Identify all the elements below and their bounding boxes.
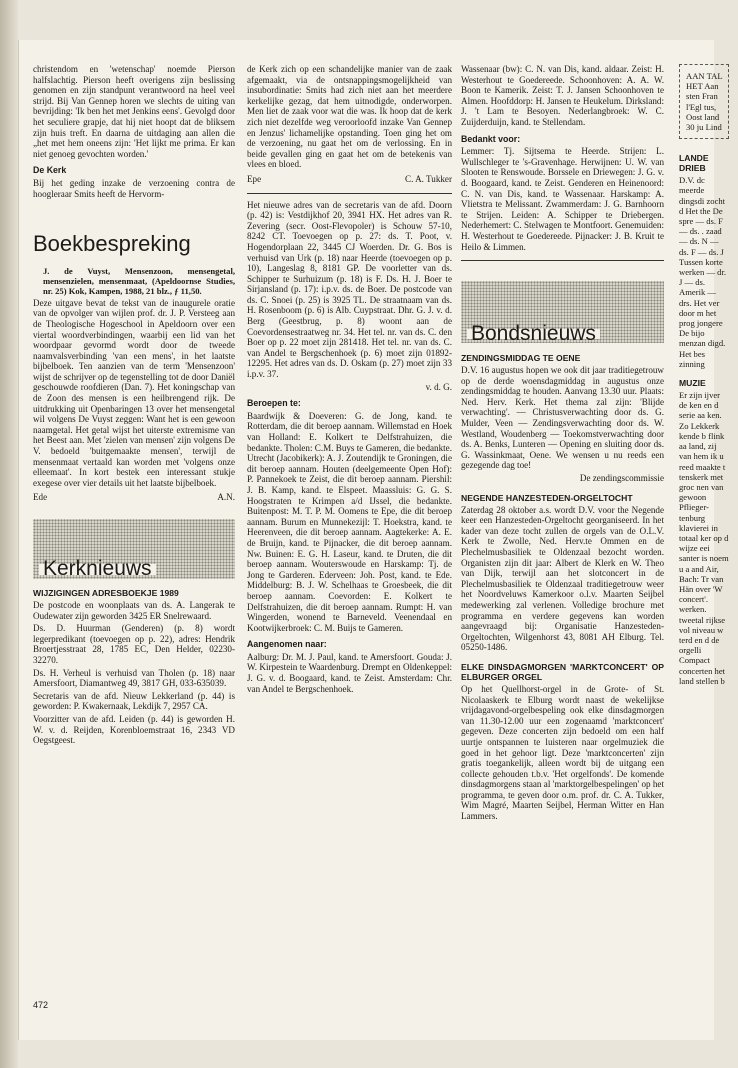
marktconcert-title: ELKE DINSDAGMORGEN 'MARKTCONCERT' OP ELBURGER ORGEL <box>461 661 664 682</box>
bedankt-title: Bedankt voor: <box>461 133 521 144</box>
article-signature <box>247 174 452 185</box>
bondsnieuws-banner <box>461 281 664 343</box>
kerknieuws-banner <box>33 519 235 579</box>
orgeltocht-text: Zaterdag 28 oktober a.s. wordt D.V. voor the Negende keer een Hanzesteden-Orgeltocht georganiseerd. In het kader van deze tocht zullen de orgels van de O.L.V. Kerk te Zwolle, Ned. Herv.te Ommen en de Plechelmusbasiliek te Oldenzaal bezocht worden. Organisten zijn dit jaar: Albert de Klerk en W. Theo van Dijk, terwijl aan het slotconcert in de Plechelmusbasiliek te Oldenzaal traditiegetrouw weer het Noordveluws Kamerkoor o.l.v. Maarten Seijbel medewerking zal verlenen. Volledige brochure met programma en verdere gegevens kan worden aangevraagd bij: Organisatie Hanzesteden-Orgeltochten, Wilgenhorst 43, 8081 AH Elburg. Tel. 05250-1486. <box>461 504 664 653</box>
column-3 <box>461 64 664 824</box>
divider <box>247 193 452 194</box>
muzie-title: MUZIE <box>679 378 706 389</box>
wijzigingen-item: Secretaris van de afd. Nieuw Lekkerland (p. 44) is geworden: P. Kwakernaak, Lekdijk 7, 2957 CA. <box>33 690 235 712</box>
column-2 <box>247 64 452 696</box>
review-sign-place: Ede <box>33 492 48 503</box>
lande-text: D.V. dc meerde dingsdi zocht d Het the De spre — ds. F — ds. . zaad — ds. N — ds. F — ds. J Tussen korte werken — dr. J — ds. Amerik — drs. Het ver door m het prog jongere De bijo menzan digd. Het bes zinning <box>679 175 727 369</box>
article-sign-place: Epe <box>247 173 262 184</box>
newspaper-page <box>18 40 729 1040</box>
wijzigingen-item: Ds. H. Verheul is verhuisd van Tholen (p. 18) naar Amersfoort, Diamantweg 49, 3817 GH, 033-635039. <box>33 667 235 689</box>
column-1 <box>33 64 235 748</box>
de-kerk-text: Bij het geding inzake de verzoening contra de hoogleraar Smits heeft de Hervorm- <box>33 177 235 199</box>
address-changes-text: Het nieuwe adres van de secretaris van de afd. Doorn (p. 42) is: Vestdijkhof 20, 3941 HX. Het adres van R. Zevering (secr. Oost-Flevopoler) is Schouw 57-10, 8242 CT. Toevoegen op p. 27: ds. T. Poot, v. Hogendorplaan 22, 3445 CJ Woerden. Dr. G. Bos is verhuisd van Urk (p. 18) naar Heerde (toevoegen op p. 10), Langeslag 8, 8181 GP. De voorletter van ds. Schipper te Surhuizum (p. 18) is F. Ds. H. J. Boer te Sirjansland (p. 17): i.p.v. ds. de Boer. De postcode van ds. C. Snoei (p. 25) is 3925 TL. De straatnaam van ds. H. Rosenboom (p. 6) is Alb. Cuypstraat. Dhr. G. J. v. d. Berg (Geestbrug, p. 8) woont aan de Coevordensestraatweg nr. 34. Het tel. nr. van ds. C. den Boer op p. 22 moet zijn 281418. Het tel. nr. van ds. C. van Andel te Bergschenhoek (p. 6) moet zijn 01892-12295. Het adres van ds. D. Oskam (p. 27) moet zijn 33 i.p.v. 37. <box>247 199 452 380</box>
muzie-text: Er zijn ijver de ken en d serie aa ken. Zo Lekkerk kende b flink aa land, zij van hem ik u reed maakte t tenskerk met groc nen van gewoon Pflieger- tenburg klavierei in totaal ker op d wijze eei santer is noem u a and Air, Bach: Tr van Hän over 'W concert'. werken. tweetal rijkse vol niveau w terd en d de orgelli Compact concerten het land stellen b <box>679 390 729 686</box>
zendingsmiddag-text: D.V. 16 augustus hopen we ook dit jaar traditiegetrouw op de derde woensdagmiddag in augustus onze zendingsmiddag te houden. Aanvang 13.30 uur. Plaats: Ned. Herv. Kerk. Het thema zal zijn: 'Blijde verwachting'. — Christusverwachting door ds. G. Mulder, Veen — Zendingsverwachting door ds. W. Westland, Woudenberg — Toekomstverwachting door ds. A. Benks, Lunteren — Opening en sluiting door ds. G. Wassinkmaat, Oene. We wensen u nu reeds een gezegende dag toe! <box>461 365 664 471</box>
wijzigingen-item: De postcode en woonplaats van ds. A. Langerak te Oudewater zijn geworden 3425 ER Snelrewaard. <box>33 600 235 621</box>
address-changes-sign: v. d. G. <box>425 381 452 392</box>
column-4-cropped <box>679 64 729 688</box>
boekbespreking-heading: Boekbespreking <box>33 231 191 257</box>
article-conclusion: de Kerk zich op een schandelijke manier van de zaak afgemaakt, via de ontsnappingsmogelijkheid van insubordinatie: Smits had zich niet aan het meerdere kerkelijke gezag, dat hem uitnodigde, onderworpen. Men liet de zaak voor wat die was. Ik hoop dat de kerk zich niet dezelfde weg veroorloofd inzake Van Gennep en Jenzus' lichamelijke opstanding. Toen ging het om de verzoening, nu gaat het om de verlossing. En in beide gevallen ging en gaat het om de betekenis van vlees en bloed. <box>247 64 452 170</box>
lande-title: LANDE DRIEB <box>679 153 709 174</box>
kerknieuws-banner-title: Kerknieuws <box>39 564 156 575</box>
divider <box>461 260 664 261</box>
bedankt-text: Lemmer: Tj. Sijtsema te Heerde. Strijen: L. Wullschleger te 's-Gravenhage. Herwijnen: U. W. van Slooten te Renswoude. Borssele en Driewegen: J. G. v. d. Boogaard, kand. te Zeist. Genderen en Heinenoord: C. N. van Dis, kand. te Wassenaar. Harskamp: A. Vlietstra te Melissant. Zwammerdam: J. G. Barnhoorn te Strijen. Leiden: A. Schipper te Driebergen. Nederhemert: C. Stelwagen te Montfoort. Genemuiden: H. Westerhout te Goedereede. Pijnacker: J. B. Kruit te Heilo & Limmen. <box>461 146 664 252</box>
boxed-notice <box>679 64 729 139</box>
page-binding <box>0 0 18 1068</box>
beroepen-text: Baardwijk & Doeveren: G. de Jong, kand. te Rotterdam, die dit beroep aannam. Willemstad en Hoek van Holland: E. Kolkert te Delfstrahuizen, die bedankte. Tholen: C.M. Buys te Gameren, die bedankte. Utrecht (Jacobikerk): A. J. Zoutendijk te Groningen, die dit beroep aannam. Houten (deelgemeente Open Hof): P. Pannekoek te Zeist, die dit beroep aannam. Piershil: J. B. Kamp, kand. te Elspeet. Maassluis: G. G. S. Hoogstraten te Krimpen a/d IJssel, die bedankte. Buitenpost: M. T. P. M. Oomens te Epe, die dit beroep aannam. Burum en Munnekezijl: T. Hoekstra, kand. te Heerenveen, die dit beroep aannam. Aagtekerke: A. E. de Bruijn, kand. te Pijnacker, die dit beroep aannam. Nw. Buinen: E. G. H. Laseur, kand. te Druten, die dit beroep aannam. Wouterswoude en Harskamp: Tj. de Jong te Garderen. Ederveen: Joh. Post, kand. te Ede. Middelburg: B. J. W. Schelhaas te Groesbeek, die dit beroep aannam. Coevorden: E. Kolkert te Delfstrahuizen, die dit beroep aannam. Rumpt: H. van Wingerden, wonend te Barneveld. Veenendaal en Kootwijkerbroek: C. M. Buijs te Gameren. <box>247 410 452 633</box>
wijzigingen-item: Voorzitter van de afd. Leiden (p. 44) is geworden H. W. v. d. Reijden, Korenbloemstraat 16, 2343 VD Oegstgeest. <box>33 713 235 746</box>
review-signature <box>33 492 235 503</box>
wijzigingen-item: Ds. D. Huurman (Genderen) (p. 8) wordt legerpredikant (toevoegen op p. 22), adres: Hendrik Broertjesstraat 28, 1785 EC, Den Helder, 02230-32270. <box>33 623 235 665</box>
bondsnieuws-banner-title: Bondsnieuws <box>467 329 600 340</box>
section-subtitle-de-kerk: De Kerk <box>33 165 67 176</box>
orgeltocht-title: NEGENDE HANZESTEDEN-ORGELTOCHT <box>461 492 633 503</box>
marktconcert-text: Op het Quellhorst-orgel in de Grote- of St. Nicolaaskerk te Elburg wordt naast de wekelijkse vrijdagavond-orgelbespeling ook elke dinsdagmorgen van 11.30-12.00 uur een zogenaamd 'marktconcert' gegeven. Deze concerten zijn bedoeld om een half uurtje ontspannen te luisteren naar orgelmuziek die goed in het gehoor ligt. Deze 'marktconcerten' zijn gratis toegankelijk, alleen wordt bij de uitgang een collecte gehouden t.b.v. 'Het orgelfonds'. De komende dinsdagmorgens staan al 'marktorgelbespelingen' op het programma, te geven door o.m. prof. dr. C. A. Tukker, Wim Magré, Maarten Seijbel, Herman Witter en Han Lammers. <box>461 683 664 822</box>
zendingsmiddag-sign: De zendingscommissie <box>579 473 664 484</box>
article-sign-name: C. A. Tukker <box>405 173 452 184</box>
wijzigingen-title: WIJZIGINGEN ADRESBOEKJE 1989 <box>33 588 179 598</box>
article-continuation: christendom en 'wetenschap' noemde Pierson halfslachtig. Pierson heeft overigens zijn beslissing genomen en zijn standpunt verantwoord na heel veel strijd. Bij Van Gennep horen we slechts de uiting van bevrijding: 'Ik ben het met Jenkins eens'. Gevolgd door het seculiere grapje, dat hij niet hoopt dat de bliksem zijn huis treft. En daarna de uitdaging aan allen die „het met hem oneens zijn: 'Het lijkt me prima. Er kan niet genoeg gevochten worden.' <box>33 64 235 159</box>
book-review-text: Deze uitgave bevat de tekst van de inaugurele oratie van de opvolger van wijlen prof. dr. J. P. Versteeg aan de Theologische Hogeschool in Apeldoorn over een viertal woordverbindingen, waarbij een lid van het woordpaar gevormd wordt door de tweede naamvalsverbinding 'van een mens', in het laatste bijbelboek. Ten aanzien van de term 'Mensenzoon' wijst de schrijver op de tegenstelling tot de door Daniël geschouwde roofdieren (Dan. 7). Het koningschap van de Zoon des mensen is een heilbrengend rijk. De uitdrukking uit Openbaringen 13 over het mensengetal wil volgens De Vuyst zeggen: Want het is een gewoon naamgetal. Het getal wijst het uiterste extremisme van het Beest aan. Met 'zielen van mensen' zijn volgens De V. bedoeld 'buitgemaakte mensen', terwijl de mensenmaat vertaald kan worden met 'volgens onze elleemaat'. In kort bestek een interessant stukje exegese over vier details uit het laatste bijbelboek. <box>33 297 235 488</box>
zendingsmiddag-title: ZENDINGSMIDDAG TE OENE <box>461 353 581 364</box>
aangenomen-text: Aalburg: Dr. M. J. Paul, kand. te Amersfoort. Gouda: J. W. Kirpestein te Waardenburg. Drempt en Oldenkeppel: J. G. v. d. Boogaard, kand. te Zeist. Amsterdam: Chr. van Andel te Bergschenhoek. <box>247 651 452 694</box>
boxed-notice-text: AAN TAL HET Aan sten Fran l'Egl tus, Oost land 30 ju Lind <box>686 71 723 133</box>
page-number: 472 <box>33 1000 49 1010</box>
calls-continuation: Wassenaar (bw): C. N. van Dis, kand. aldaar. Zeist: H. Westerhout te Goedereede. Schoonhoven: A. A. W. Boon te Kamerik. Zeist: T. J. Jansen Schoonhoven te Almen. Hoofddorp: H. Jansen te Heukelum. Dirksland: J. 't Lam te Besoyen. Nederlangbroek: W. C. Zuijderduijn, kand. te Stellendam. <box>461 64 664 127</box>
book-reference: J. de Vuyst, Mensenzoon, mensengetal, mensenzielen, mensenmaat, (Apeldoornse Studies, nr. 25) Kok, Kampen, 1988, 21 blz., ƒ 11,50. <box>43 265 235 296</box>
review-sign-initials: A.N. <box>217 492 235 503</box>
beroepen-title: Beroepen te: <box>247 398 301 409</box>
aangenomen-title: Aangenomen naar: <box>247 639 327 650</box>
